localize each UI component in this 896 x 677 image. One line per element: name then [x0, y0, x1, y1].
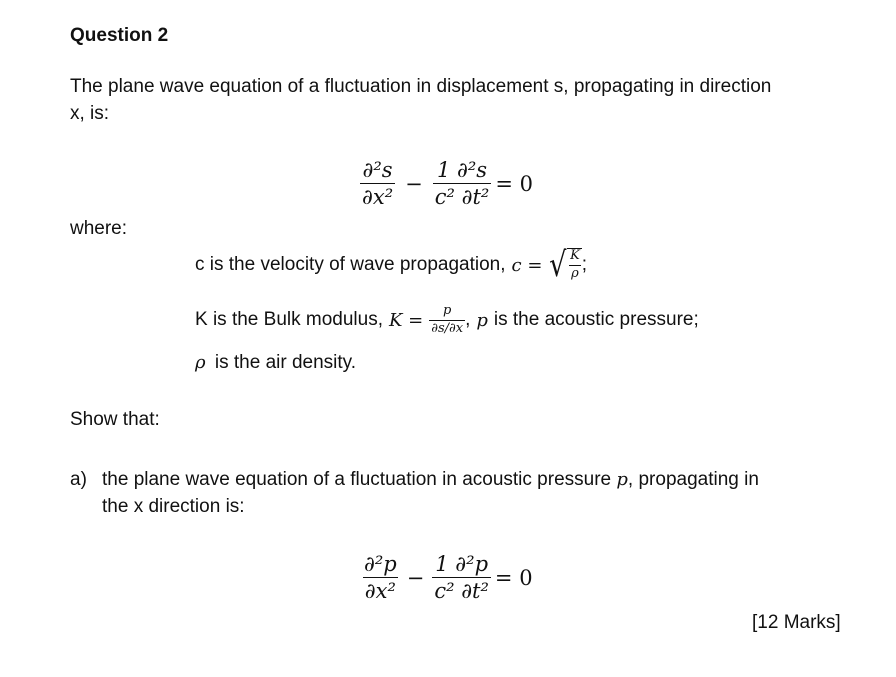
eq2-term2-num: 1 ∂²p — [435, 552, 489, 576]
def-c-num: K — [570, 248, 580, 263]
def-k-comma: , — [465, 309, 471, 331]
def-k-text: K is the Bulk modulus, — [195, 309, 383, 331]
where-label: where: — [70, 218, 128, 239]
def-k-fraction — [429, 304, 465, 337]
eq1-minus: − — [405, 171, 423, 196]
eq2-term1 — [362, 552, 399, 603]
show-that-label: Show that: — [70, 409, 160, 430]
def-k-text2: is the acoustic pressure; — [493, 309, 699, 331]
eq1-term2 — [433, 158, 492, 209]
wave-equation-displacement — [360, 158, 533, 209]
def-k-p-var: p — [476, 309, 488, 331]
question-title: Question 2 — [70, 25, 169, 46]
marks-label: [12 Marks] — [752, 612, 841, 633]
part-a-line1-post: , propagating in — [627, 469, 759, 490]
def-c-lhs: c = — [511, 254, 543, 276]
definition-rho — [195, 352, 356, 374]
eq1-term1 — [360, 158, 395, 209]
radical-sign: √ — [549, 245, 567, 285]
eq1-term1-num: ∂²s — [362, 158, 393, 182]
intro-line-2: x, is: — [70, 103, 110, 124]
def-c-end: ; — [581, 254, 588, 275]
def-c-fraction — [568, 249, 582, 282]
part-a-line-1 — [102, 469, 759, 491]
eq2-rhs: = 0 — [494, 565, 533, 590]
eq2-term2 — [432, 552, 491, 603]
def-k-num: p — [443, 303, 452, 318]
definition-k — [195, 304, 699, 337]
def-rho-text: is the air density. — [214, 352, 357, 373]
eq1-term2-num: 1 ∂²s — [436, 158, 488, 182]
def-k-lhs: K = — [388, 309, 424, 331]
rho-symbol: ρ — [195, 352, 206, 373]
wave-equation-pressure — [362, 552, 533, 603]
eq1-term2-den: c² ∂t² — [434, 185, 490, 210]
intro-line-1: The plane wave equation of a fluctuation in displacement s, propagating in direction — [70, 76, 772, 97]
part-a-line-2: the x direction is: — [102, 496, 245, 517]
eq2-term1-den: ∂x² — [364, 579, 396, 604]
definition-c — [195, 245, 588, 285]
part-a-label: a) — [70, 469, 87, 490]
part-a-line1-pre: the plane wave equation of a fluctuation in acoustic pressure — [102, 469, 612, 490]
part-a-p-var: p — [616, 469, 628, 490]
eq2-term2-den: c² ∂t² — [434, 579, 489, 604]
eq2-term1-num: ∂²p — [364, 552, 397, 576]
eq2-minus: − — [406, 565, 425, 590]
def-k-den: ∂s/∂x — [431, 320, 464, 336]
sqrt-k-over-rho — [547, 245, 581, 285]
eq1-rhs: = 0 — [495, 171, 533, 196]
def-c-text: c is the velocity of wave propagation, — [195, 254, 506, 275]
eq1-term1-den: ∂x² — [362, 185, 394, 210]
def-c-den: ρ — [571, 265, 579, 281]
